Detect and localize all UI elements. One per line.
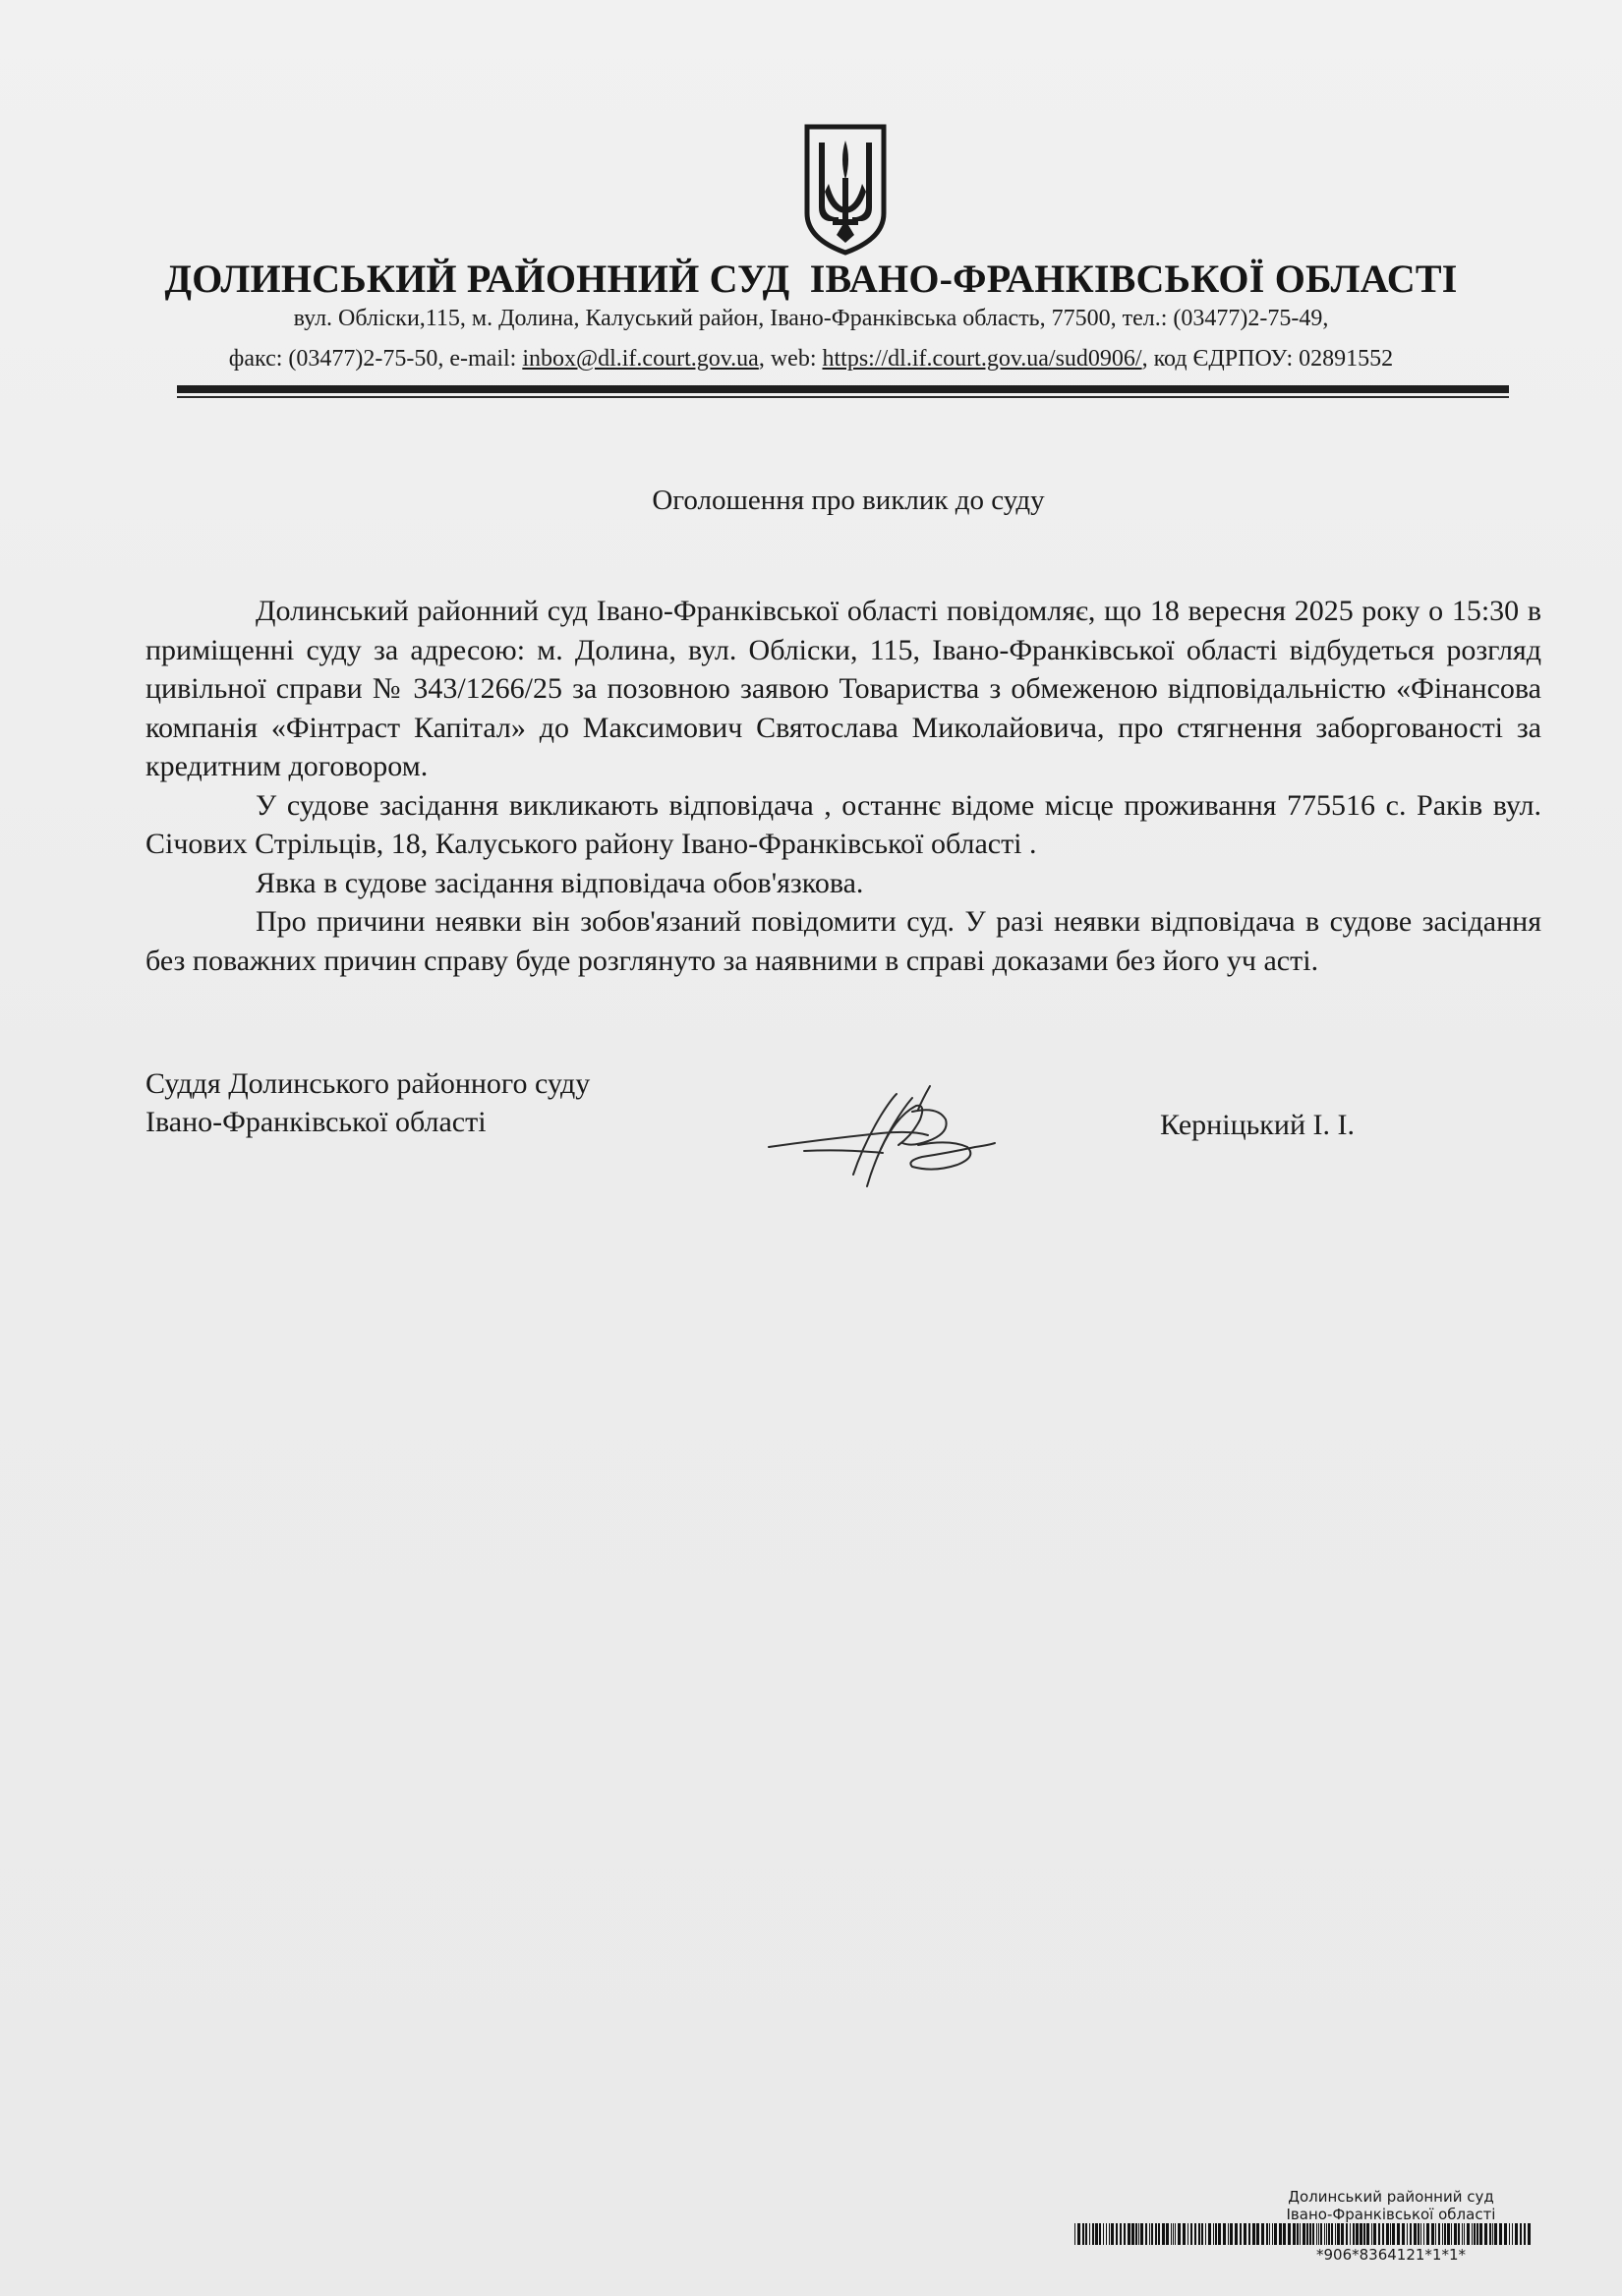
header-divider-thick (177, 385, 1509, 393)
web-label: , web: (758, 346, 823, 372)
document-title: Оголошення про виклик до суду (652, 485, 1045, 516)
court-address: вул. Обліски,115, м. Долина, Калуський район, Івано-Франківська область, 77500, тел.: (03477)2-75-49, (293, 306, 1329, 331)
handwritten-signature (765, 1076, 1001, 1189)
court-contacts (0, 346, 1622, 373)
barcode-number: *906*8364121*1*1* (1315, 2246, 1467, 2264)
paragraph-hearing-notice: Долинський районний суд Івано-Франківської області повідомляє, що 18 вересня 2025 року о 15:30 в приміщенні суду за адресою: м. Долина, вул. Обліски, 115, Івано-Франківської області відбудеться розгляд цивільної справи № 343/1266/25 за позовною заявою Товариства з обмеженою відповідальністю «Фінансова компанія «Фінтраст Капітал» до Максимович Святослава Миколайовича, про стягнення заборгованості за кредитним договором. (145, 595, 1541, 782)
paragraph-defendant-summons: У судове засідання викликають відповідача , останнє відоме місце проживання 775516 с. Раків вул. Січових Стрільців, 18, Калуського району Івано-Франківської області . (145, 788, 1541, 860)
fax-text: факс: (03477)2-75-50, e-mail: (228, 346, 523, 372)
barcode-graphic (1074, 2223, 1536, 2245)
court-name-heading: ДОЛИНСЬКИЙ РАЙОННИЙ СУД ІВАНО-ФРАНКІВСЬКОЇ ОБЛАСТІ (164, 257, 1458, 301)
header-divider-thin (177, 396, 1509, 398)
edrpou-code: , код ЄДРПОУ: 02891552 (1141, 346, 1394, 372)
email-link[interactable]: inbox@dl.if.court.gov.ua (522, 346, 759, 372)
judge-position (145, 1064, 590, 1141)
paragraph-attendance: Явка в судове засідання відповідача обов'язкова. (256, 866, 864, 899)
website-link[interactable]: https://dl.if.court.gov.ua/sud0906/ (822, 346, 1142, 372)
stamp-court-name: Долинський районний суд (1288, 2188, 1494, 2206)
paragraph-absence-consequences: Про причини неявки він зобов'язаний повідомити суд. У разі неявки відповідача в судове засідання без поважних причин справу буде розглянуто за наявними в справі доказами без його уч асті. (145, 905, 1541, 977)
judge-position-line1: Суддя Долинського районного суду (145, 1067, 591, 1100)
document-body (145, 592, 1541, 980)
coat-of-arms-icon (799, 123, 892, 257)
stamp-region: Івано-Франківської області (1286, 2206, 1496, 2223)
judge-name: Керніцький І. І. (1160, 1109, 1355, 1141)
judge-position-line2: Івано-Франківської області (145, 1106, 487, 1138)
